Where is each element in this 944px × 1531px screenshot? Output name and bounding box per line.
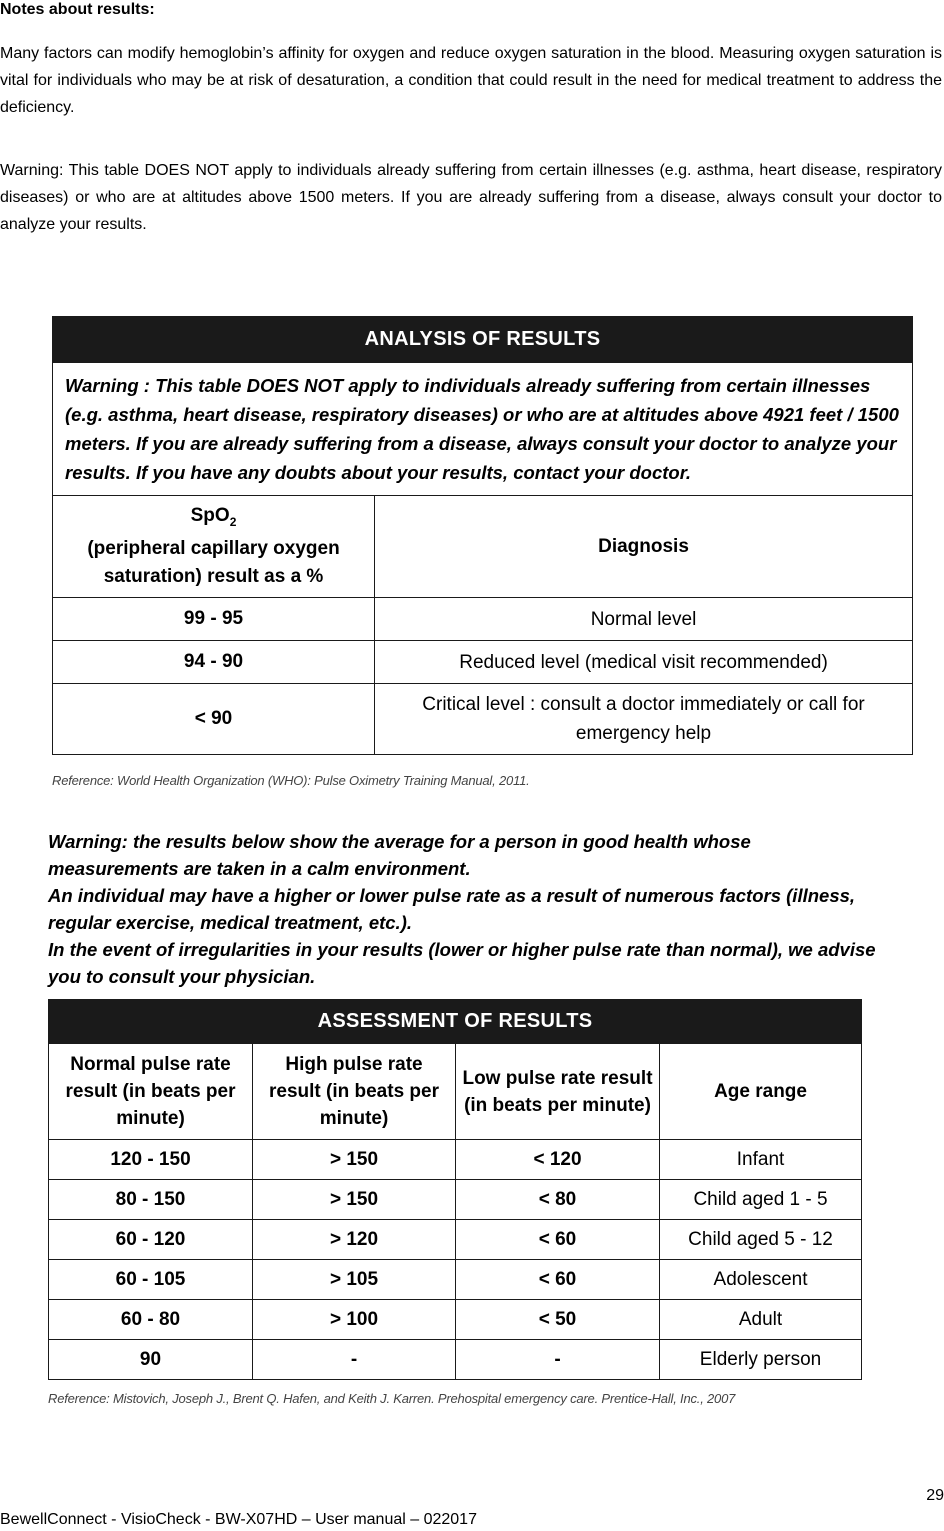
high-rate-cell: > 150	[253, 1180, 456, 1220]
age-range-cell: Child aged 1 - 5	[660, 1180, 862, 1220]
normal-rate-cell: 60 - 105	[49, 1260, 253, 1300]
diagnosis-cell: Normal level	[375, 598, 913, 641]
high-rate-cell: > 150	[253, 1140, 456, 1180]
age-range-cell: Adult	[660, 1300, 862, 1340]
age-range-cell: Infant	[660, 1140, 862, 1180]
high-rate-column-header: High pulse rate result (in beats per minute)	[253, 1044, 456, 1140]
diagnosis-cell: Reduced level (medical visit recommended)	[375, 641, 913, 684]
age-range-cell: Elderly person	[660, 1340, 862, 1380]
table-row	[49, 1260, 862, 1300]
age-range-cell: Child aged 5 - 12	[660, 1220, 862, 1260]
pulse-warning-line: An individual may have a higher or lower pulse rate as a result of numerous factors (illness, regular exercise, medical treatment, etc.).	[48, 885, 856, 933]
diagnosis-cell: Critical level : consult a doctor immediately or call for emergency help	[375, 684, 913, 755]
high-rate-cell: > 120	[253, 1220, 456, 1260]
table-row	[49, 1140, 862, 1180]
spo2-range-cell: 94 - 90	[53, 641, 375, 684]
spo2-column-header	[53, 496, 375, 598]
normal-rate-cell: 90	[49, 1340, 253, 1380]
assessment-table	[48, 999, 862, 1380]
notes-paragraph: Many factors can modify hemoglobin’s affinity for oxygen and reduce oxygen saturation in the blood. Measuring oxygen saturation is vital for individuals who may be at risk of desaturation, a condition that could result in the need for medical treatment to address the deficiency.	[0, 45, 942, 116]
analysis-warning-text: : This table DOES NOT apply to individuals already suffering from certain illnesses (e.g. asthma, heart disease, respiratory diseases) or who are at altitudes above 4921 feet / 1500 meters. If you are already suffering from a disease, always consult your doctor to analyze your results. If you have any doubts about your results, contact your doctor.	[65, 375, 899, 483]
spo2-description: (peripheral capillary oxygen saturation) result as a %	[87, 538, 340, 588]
normal-rate-cell: 80 - 150	[49, 1180, 253, 1220]
spo2-label: SpO	[190, 504, 230, 526]
low-rate-cell: < 50	[456, 1300, 660, 1340]
page-number: 29	[926, 1487, 944, 1504]
table-row	[49, 1180, 862, 1220]
table-row	[49, 1340, 862, 1380]
analysis-table-title: ANALYSIS OF RESULTS	[53, 317, 913, 363]
low-rate-cell: < 120	[456, 1140, 660, 1180]
low-rate-column-header: Low pulse rate result (in beats per minute)	[456, 1044, 660, 1140]
age-range-cell: Adolescent	[660, 1260, 862, 1300]
high-rate-cell: -	[253, 1340, 456, 1380]
footer-text: BewellConnect - VisioCheck - BW-X07HD – User manual – 022017	[0, 1511, 477, 1528]
table-row	[49, 1220, 862, 1260]
pulse-warning-line: Warning: the results below show the average for a person in good health whose measurements are taken in a calm environment.	[48, 831, 751, 879]
age-range-column-header: Age range	[660, 1044, 862, 1140]
pulse-warning-line: In the event of irregularities in your results (lower or higher pulse rate than normal), we advise you to consult your physician.	[48, 939, 876, 987]
notes-warning-paragraph: Warning: This table DOES NOT apply to individuals already suffering from certain illnesses (e.g. asthma, heart disease, respiratory diseases) or who are at altitudes above 1500 meters. If you are already suffering from a disease, always consult your doctor to analyze your results.	[0, 162, 942, 233]
notes-title: Notes about results:	[0, 1, 155, 18]
spo2-range-cell: 99 - 95	[53, 598, 375, 641]
low-rate-cell: -	[456, 1340, 660, 1380]
spo2-subscript: 2	[229, 514, 237, 529]
table-row	[49, 1300, 862, 1340]
pulse-warning	[48, 828, 878, 990]
analysis-warning-label: Warning	[65, 375, 139, 396]
normal-rate-column-header: Normal pulse rate result (in beats per minute)	[49, 1044, 253, 1140]
high-rate-cell: > 105	[253, 1260, 456, 1300]
low-rate-cell: < 80	[456, 1180, 660, 1220]
analysis-warning	[53, 363, 913, 496]
diagnosis-column-header: Diagnosis	[375, 496, 913, 598]
normal-rate-cell: 120 - 150	[49, 1140, 253, 1180]
analysis-table	[52, 316, 913, 755]
analysis-reference: Reference: World Health Organization (WHO): Pulse Oximetry Training Manual, 2011.	[52, 773, 530, 788]
normal-rate-cell: 60 - 80	[49, 1300, 253, 1340]
high-rate-cell: > 100	[253, 1300, 456, 1340]
normal-rate-cell: 60 - 120	[49, 1220, 253, 1260]
spo2-range-cell: < 90	[53, 684, 375, 755]
low-rate-cell: < 60	[456, 1220, 660, 1260]
low-rate-cell: < 60	[456, 1260, 660, 1300]
assessment-reference: Reference: Mistovich, Joseph J., Brent Q. Hafen, and Keith J. Karren. Prehospital emergency care. Prentice-Hall, Inc., 2007	[48, 1391, 736, 1406]
assessment-table-title: ASSESSMENT OF RESULTS	[49, 1000, 862, 1044]
